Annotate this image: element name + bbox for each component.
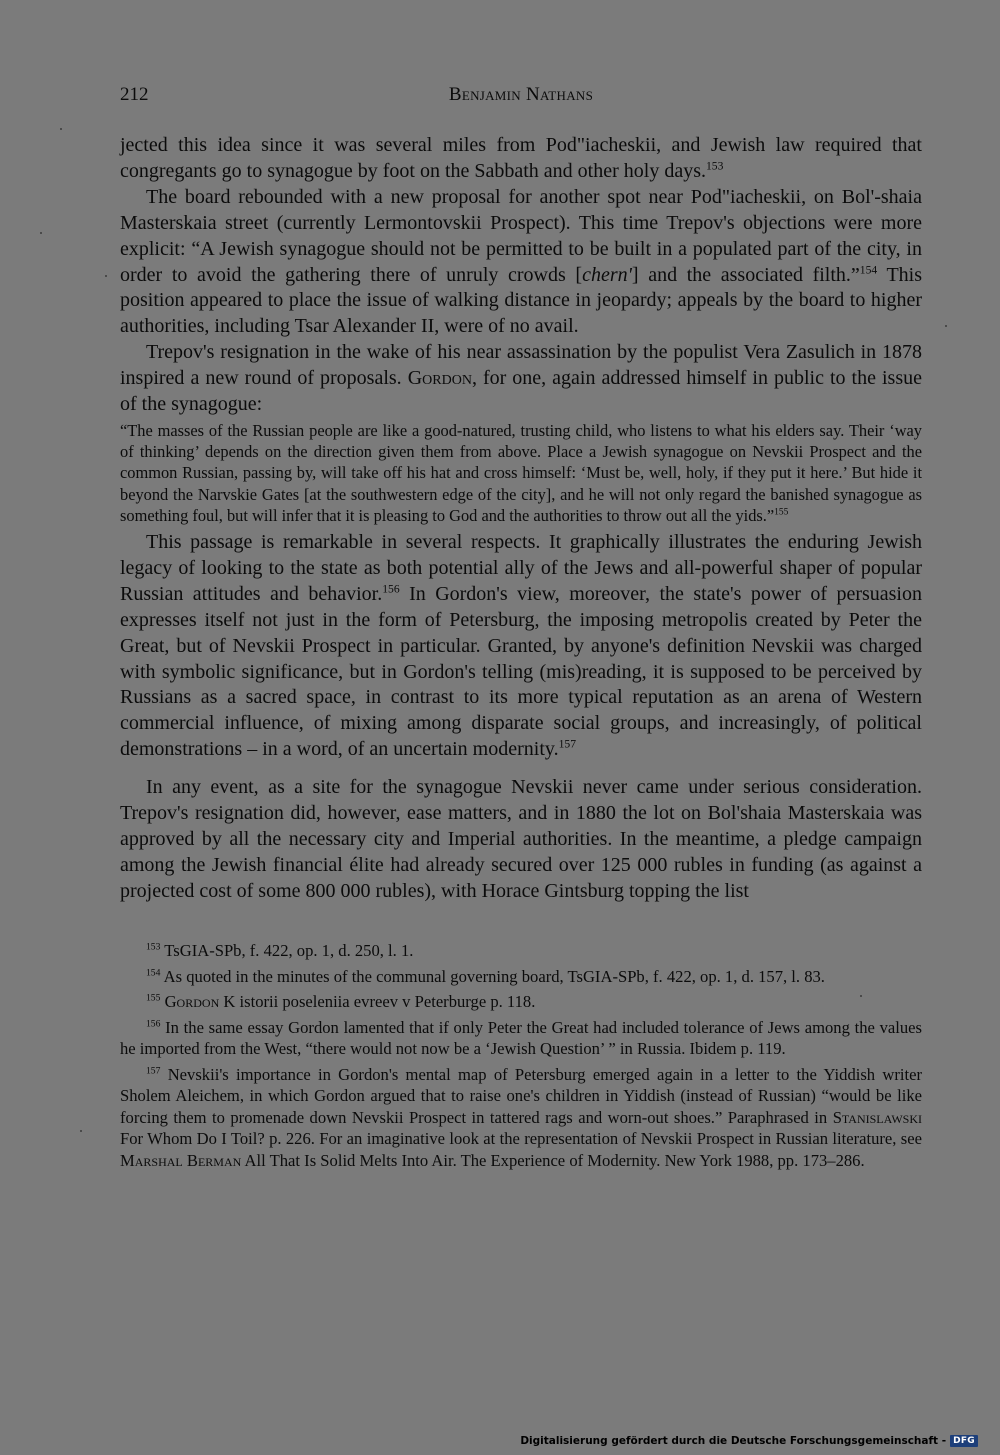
- footnote-ref: 157: [558, 737, 576, 751]
- author-name: Gordon: [407, 367, 472, 390]
- running-head: Benjamin Nathans: [448, 84, 594, 105]
- scan-speck: [80, 1130, 82, 1132]
- block-quote: “The masses of the Russian people are like a good-natured, trusting child, who listens to what his elders say. Their ‘way of thinking’ depends on the direction given them from above. Place a Jewish synagogue on Nevskii Prospect and the common Russian, passing by, will take off his hat and cross himself: ‘Must be, well, holy, if they put it here.’ But hide it beyond the Narvskie Gates [at the southwestern edge of the city], and he will not only regard the banished synagogue as something foul, but will infer that it is pleasing to God and the authorities to throw out all the yids.”$^{155}$: [120, 420, 922, 525]
- footnote-ref: 154: [859, 262, 878, 276]
- paragraph-3: Trepov's resignation in the wake of his near assassination by the populist Vera Zasulich in 1878 inspired a new round of proposals. Gordon, for one, again addressed himself in public to the issue of the synagogue:: [120, 341, 922, 416]
- page-header: [120, 84, 922, 108]
- paragraph-4: This passage is remarkable in several respects. It graphically illustrates the enduring Jewish legacy of looking to the state as both potential ally of the Jews and all-powerful shaper of popular Russian attitudes and behavior.$^{156}$ In Gordon's view, moreover, the state's power of persuasion expresses itself not just in the form of Petersburg, the imposing metropolis created by Peter the Great, but of Nevskii Prospect in particular. Granted, by anyone's definition Nevskii was charged with symbolic significance, but in Gordon's telling (mis)reading, it is supposed to be perceived by Russians as a sacred space, in contrast to its more typical reputation as an arena of Western commercial influence, of mixing among disparate social groups, and increasingly, of political demonstrations – in a word, of an uncertain modernity.$^{157}$: [120, 530, 922, 761]
- author-name: Marshal Berman: [120, 1150, 242, 1170]
- footnote-ref: 156: [382, 582, 400, 596]
- paragraph-5: In any event, as a site for the synagogue Nevskii never came under serious consideration. Trepov's resignation did, however, ease matters, and in 1880 the lot on Bol'shaia Masterskaia was approved by all the necessary city and Imperial authorities. In the meantime, a pledge campaign among the Jewish financial élite had already secured over 125 000 rubles in funding (as against a projected cost of some 800 000 rubles), with Horace Gintsburg topping the list: [120, 776, 922, 902]
- footnote-155: $^{155}$ Gordon K istorii poseleniia evreev v Peterburge p. 118.: [146, 992, 536, 1011]
- footnote-157: $^{157}$ Nevskii's importance in Gordon's mental map of Petersburg emerged again in a letter to the Yiddish writer Sholem Aleichem, in which Gordon argued that to raise one's children in Yiddish (instead of Russian) “would be like forcing them to promenade down Nevskii Prospect in tattered rags and worn-out shoes.” Paraphrased in Stanislawski For Whom Do I Toil? p. 226. For an imaginative look at the representation of Nevskii Prospect in Russian literature, see Marshal Berman All That Is Solid Melts Into Air. The Experience of Modernity. New York 1988, pp. 173–286.: [120, 1064, 922, 1170]
- paragraph-2: The board rebounded with a new proposal for another spot near Pod"iacheskii, on Bol'-shaia Masterskaia street (currently Lermontovskii Prospect). This time Trepov's objections were more explicit: “A Jewish synagogue should not be permitted to be built in a populated part of the city, in order to avoid the gathering there of unruly crowds [chern'] and the associated filth.”$^{154}$ This position appeared to place the issue of walking distance in jeopardy; appeals by the board to higher authorities, including Tsar Alexander II, were of no avail.: [120, 185, 922, 338]
- paragraph-1: jected this idea since it was several miles from Pod"iacheskii, and Jewish law required that congregants go to synagogue by foot on the Sabbath and other holy days.$^{153}$: [120, 134, 922, 182]
- credit-text: Digitalisierung gefördert durch die Deutsche Forschungsgemeinschaft -: [520, 1435, 947, 1447]
- scan-speck: [945, 325, 947, 327]
- author-name: Gordon: [164, 992, 220, 1011]
- footnote-ref: 153: [706, 159, 724, 173]
- footnote-156: $^{156}$ In the same essay Gordon lamented that if only Peter the Great had included tolerance of Jews among the values he imported from the West, “there would not now be a ‘Jewish Question’ ” in Russia. Ibidem p. 119.: [120, 1017, 922, 1058]
- scan-speck: [860, 995, 862, 997]
- main-text: [120, 133, 922, 905]
- page-number: 212: [120, 84, 149, 105]
- italic-term: chern': [582, 263, 632, 286]
- scan-speck: [40, 232, 42, 234]
- digitization-credit: [520, 1433, 978, 1449]
- footnote-ref: 155: [774, 507, 789, 518]
- footnote-153: $^{153}$ TsGIA-SPb, f. 422, op. 1, d. 250, l. 1.: [146, 941, 414, 960]
- scan-speck: [60, 128, 62, 130]
- author-name: Stanislawski: [832, 1107, 922, 1127]
- footnote-154: $^{154}$ As quoted in the minutes of the communal governing board, TsGIA-SPb, f. 422, op. 1, d. 157, l. 83.: [146, 966, 825, 986]
- scan-speck: [105, 275, 107, 277]
- footnotes: [120, 940, 922, 1175]
- dfg-logo-icon: DFG: [950, 1435, 978, 1447]
